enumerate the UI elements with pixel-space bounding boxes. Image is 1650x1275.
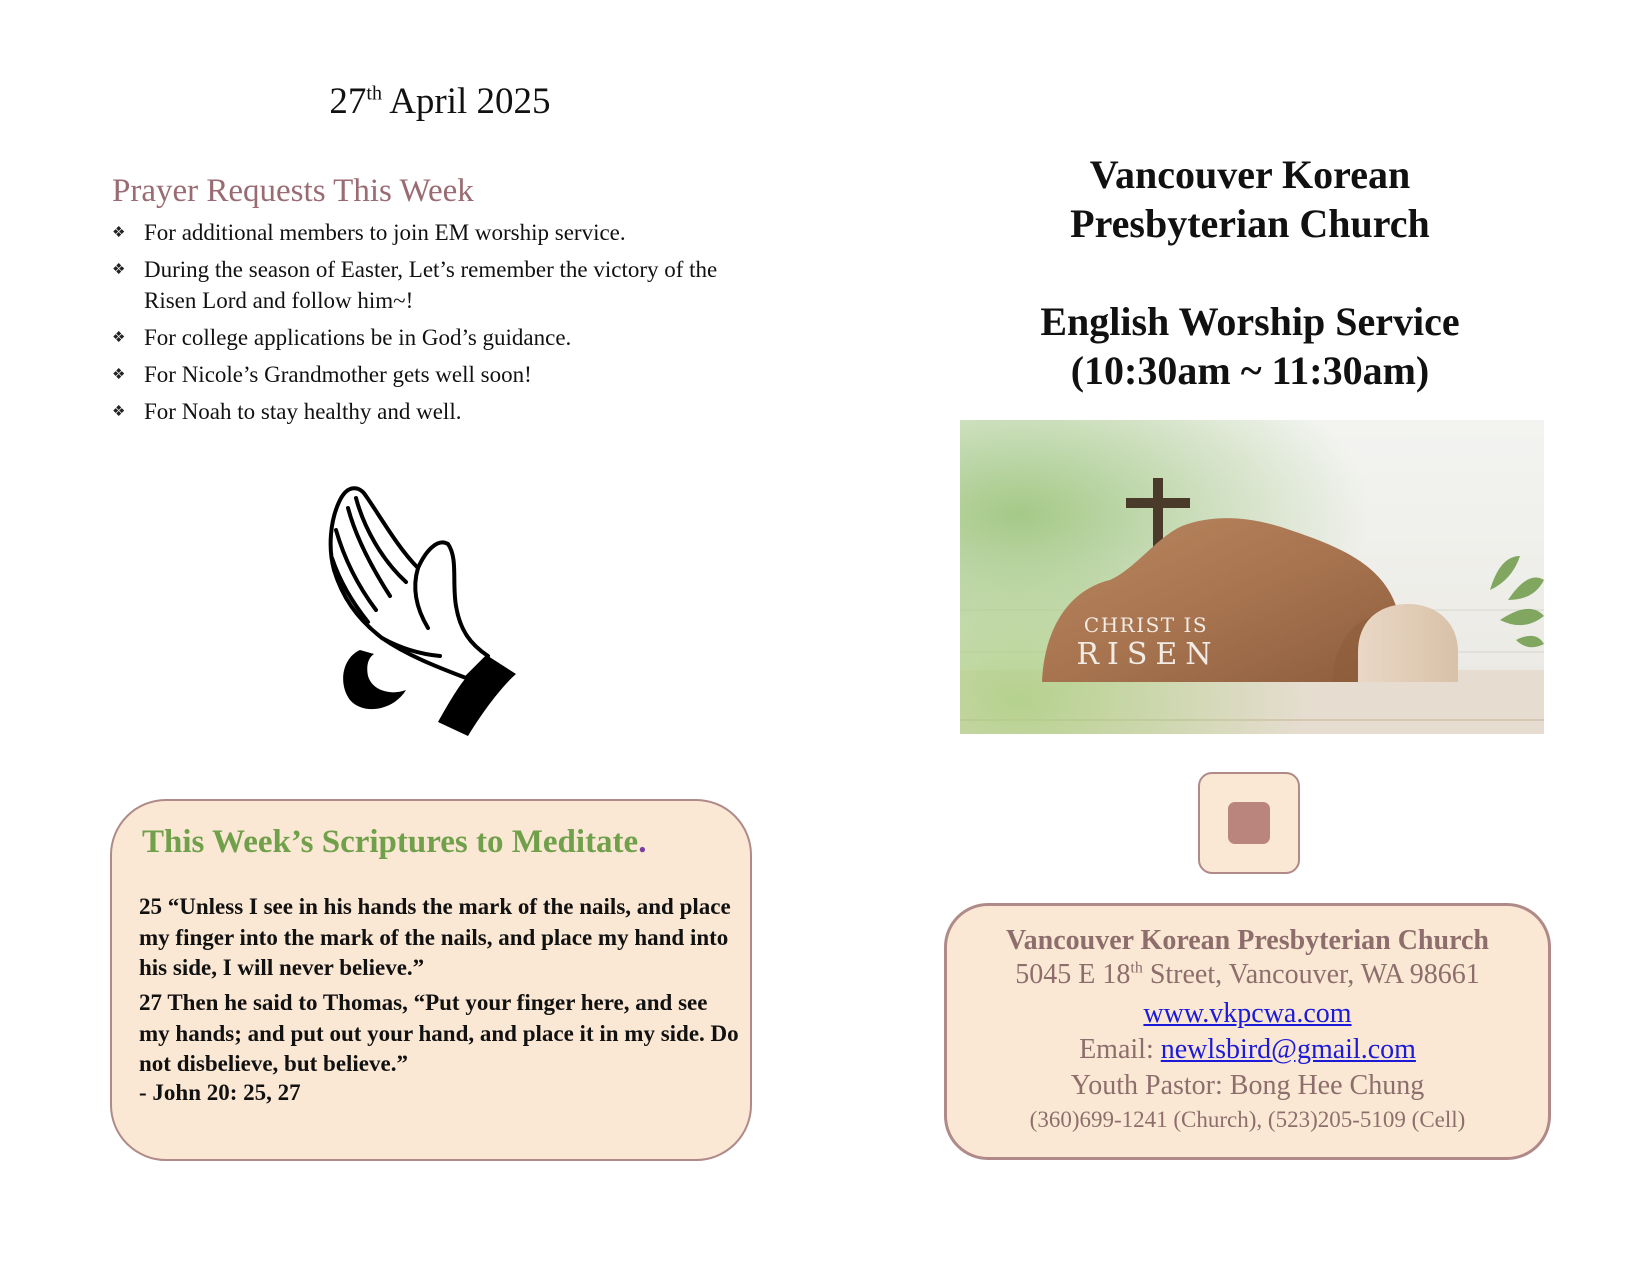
diamond-bullet-icon: ❖ <box>112 225 126 241</box>
scripture-heading-text: This Week’s Scriptures to Meditate <box>142 824 639 860</box>
scripture-box <box>110 799 752 1161</box>
website-link[interactable]: www.vkpcwa.com <box>1143 998 1352 1029</box>
praying-hands-icon <box>320 478 520 738</box>
stop-square-icon <box>1228 802 1270 844</box>
diamond-bullet-icon: ❖ <box>112 262 126 278</box>
prayer-item <box>112 217 752 248</box>
contact-box <box>944 903 1551 1160</box>
scripture-verse: 25 “Unless I see in his hands the mark of the nails, and place my finger into the mark of the nails, and place my hand into his side, I will never believe.” <box>139 894 731 980</box>
prayer-requests-list <box>112 217 752 433</box>
date-suffix: th <box>366 82 382 105</box>
scripture-heading-dot: . <box>638 824 647 860</box>
contact-website <box>947 998 1548 1030</box>
hero-text-line1: CHRIST IS <box>1083 613 1209 637</box>
diamond-bullet-icon: ❖ <box>112 404 126 420</box>
date-day: 27 <box>329 81 367 122</box>
church-title-line: Presbyterian Church <box>1070 201 1430 246</box>
contact-church-name: Vancouver Korean Presbyterian Church <box>1005 925 1489 956</box>
church-title <box>990 150 1510 248</box>
scripture-heading <box>142 824 646 861</box>
christ-is-risen-image <box>960 420 1544 734</box>
scripture-reference: - John 20: 25, 27 <box>139 1080 301 1105</box>
address-suffix: th <box>1130 959 1143 977</box>
diamond-bullet-icon: ❖ <box>112 330 126 346</box>
service-title <box>990 297 1510 395</box>
prayer-item-text: For college applications be in God’s guidance. <box>144 325 572 350</box>
date-month-year: April 2025 <box>389 81 551 122</box>
prayer-item <box>112 254 752 316</box>
prayer-item-text: For Nicole’s Grandmother gets well soon! <box>144 362 532 387</box>
hero-text-line2: RISEN <box>1076 637 1220 672</box>
address-rest: Street, Vancouver, WA 98661 <box>1142 959 1480 990</box>
contact-address <box>947 959 1548 991</box>
service-title-line: English Worship Service <box>1040 299 1460 344</box>
email-label: Email: <box>1079 1034 1161 1065</box>
prayer-item <box>112 359 752 390</box>
prayer-item <box>112 396 752 427</box>
prayer-item-text: For Noah to stay healthy and well. <box>144 399 462 424</box>
prayer-item-text: For additional members to join EM worship service. <box>144 220 626 245</box>
scripture-verse: 27 Then he said to Thomas, “Put your finger here, and see my hands; and put out your hand, and place it in my side. Do not disbelieve, but believe.” <box>139 990 739 1076</box>
prayer-item-text: During the season of Easter, Let’s remember the victory of the Risen Lord and follow him~! <box>144 257 718 313</box>
contact-pastor: Youth Pastor: Bong Hee Chung <box>1070 1070 1425 1101</box>
prayer-item <box>112 322 752 353</box>
service-time: (10:30am ~ 11:30am) <box>1070 348 1430 393</box>
contact-email <box>947 1034 1548 1066</box>
contact-phones: (360)699-1241 (Church), (523)205-5109 (Cell) <box>1029 1107 1466 1132</box>
address-street-number: 5045 E 18 <box>1015 959 1131 990</box>
email-link[interactable]: newlsbird@gmail.com <box>1160 1034 1416 1065</box>
church-title-line: Vancouver Korean <box>1089 152 1411 197</box>
bulletin-date <box>300 80 580 123</box>
diamond-bullet-icon: ❖ <box>112 367 126 383</box>
prayer-requests-heading: Prayer Requests This Week <box>112 173 474 209</box>
square-icon-button[interactable] <box>1198 772 1300 874</box>
